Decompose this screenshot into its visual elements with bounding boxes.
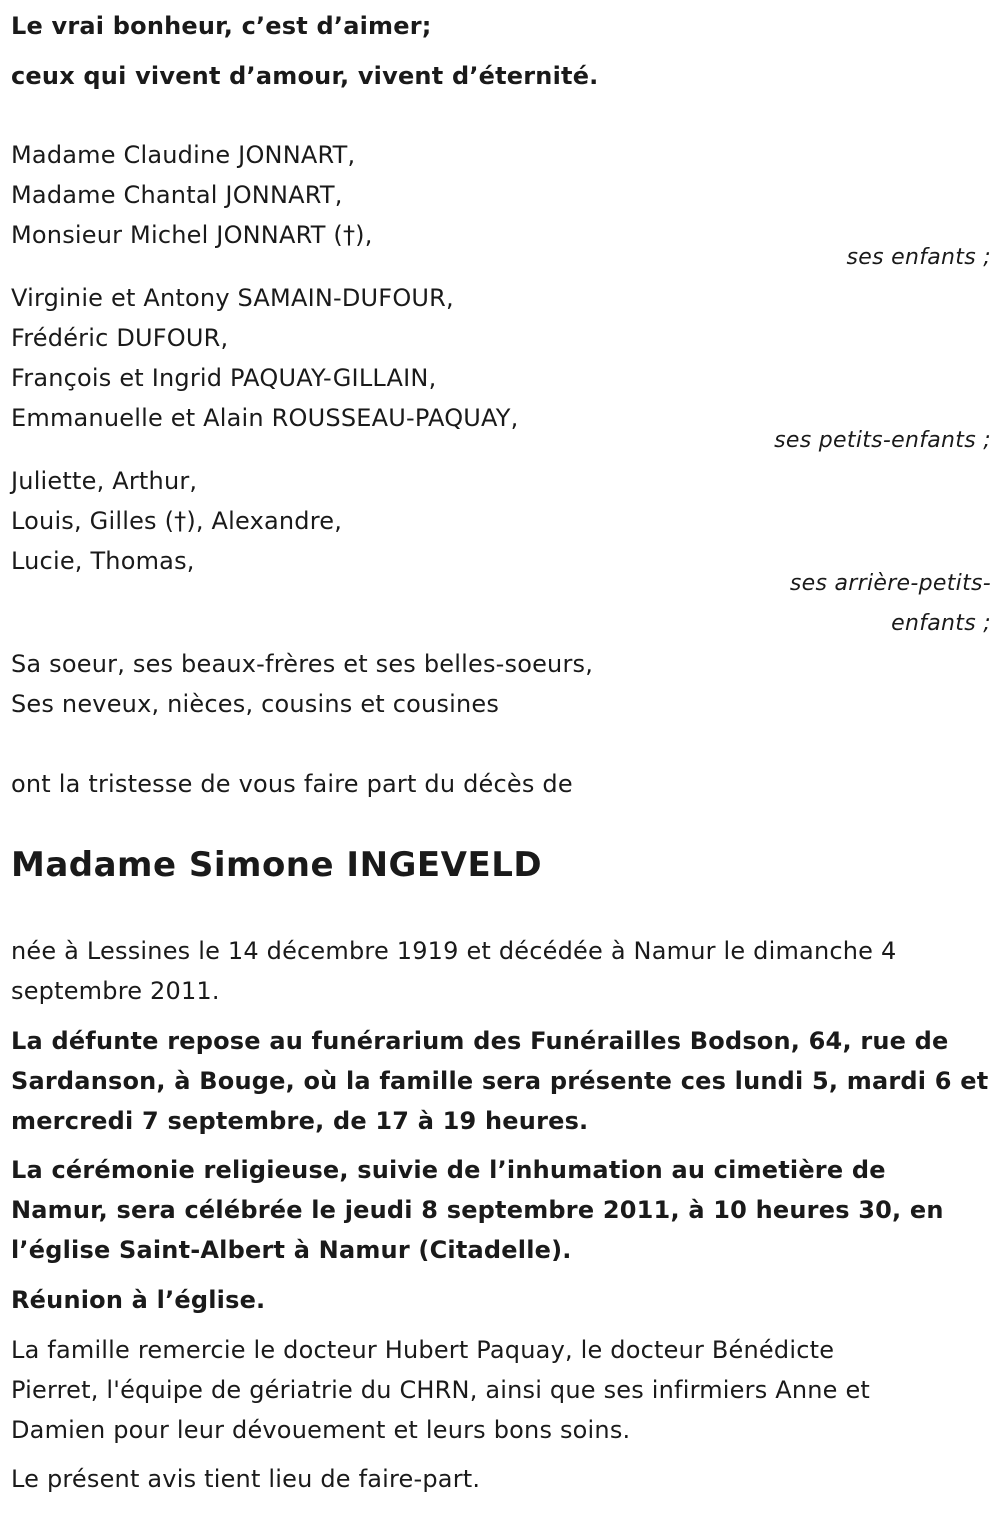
- grandchild-name: Emmanuelle et Alain ROUSSEAU-PAQUAY,: [11, 404, 519, 432]
- others-line-1: Sa soeur, ses beaux-frères et ses belles-soeurs,: [11, 650, 594, 678]
- grandchild-name: Frédéric DUFOUR,: [11, 324, 229, 352]
- great-grandchild-name: Juliette, Arthur,: [11, 467, 198, 495]
- grandchildren-relation: ses petits-enfants ;: [774, 428, 991, 453]
- thanks-line-3: Damien pour leur dévouement et leurs bons soins.: [11, 1416, 631, 1444]
- great-grandchildren-relation-line-2: enfants ;: [891, 611, 991, 636]
- announcement-text: ont la tristesse de vous faire part du décès de: [11, 770, 573, 798]
- deceased-name: Madame Simone INGEVELD: [11, 845, 543, 885]
- quote-line-1: Le vrai bonheur, c’est d’aimer;: [11, 12, 432, 40]
- thanks-line-2: Pierret, l'équipe de gériatrie du CHRN, ainsi que ses infirmiers Anne et: [11, 1376, 871, 1404]
- ceremony-line-1: La cérémonie religieuse, suivie de l’inhumation au cimetière de: [11, 1156, 886, 1184]
- funerarium-line-3: mercredi 7 septembre, de 17 à 19 heures.: [11, 1107, 589, 1135]
- birth-death-line-1: née à Lessines le 14 décembre 1919 et décédée à Namur le dimanche 4: [11, 937, 897, 965]
- closing-text: Le présent avis tient lieu de faire-part.: [11, 1465, 481, 1493]
- great-grandchildren-relation-line-1: ses arrière-petits-: [789, 571, 991, 596]
- great-grandchild-name: Lucie, Thomas,: [11, 547, 195, 575]
- ceremony-line-3: l’église Saint-Albert à Namur (Citadelle).: [11, 1236, 572, 1264]
- child-name: Madame Claudine JONNART,: [11, 141, 356, 169]
- grandchild-name: François et Ingrid PAQUAY-GILLAIN,: [11, 364, 437, 392]
- meeting-text: Réunion à l’église.: [11, 1286, 266, 1314]
- grandchild-name: Virginie et Antony SAMAIN-DUFOUR,: [11, 284, 454, 312]
- child-name: Monsieur Michel JONNART (†),: [11, 221, 373, 249]
- funerarium-line-2: Sardanson, à Bouge, où la famille sera présente ces lundi 5, mardi 6 et: [11, 1067, 989, 1095]
- others-line-2: Ses neveux, nièces, cousins et cousines: [11, 690, 500, 718]
- child-name: Madame Chantal JONNART,: [11, 181, 343, 209]
- birth-death-line-2: septembre 2011.: [11, 977, 220, 1005]
- ceremony-line-2: Namur, sera célébrée le jeudi 8 septembre 2011, à 10 heures 30, en: [11, 1196, 944, 1224]
- thanks-line-1: La famille remercie le docteur Hubert Paquay, le docteur Bénédicte: [11, 1336, 835, 1364]
- quote-line-2: ceux qui vivent d’amour, vivent d’éternité.: [11, 62, 599, 90]
- great-grandchild-name: Louis, Gilles (†), Alexandre,: [11, 507, 343, 535]
- children-relation: ses enfants ;: [846, 245, 991, 270]
- funerarium-line-1: La défunte repose au funérarium des Funérailles Bodson, 64, rue de: [11, 1027, 949, 1055]
